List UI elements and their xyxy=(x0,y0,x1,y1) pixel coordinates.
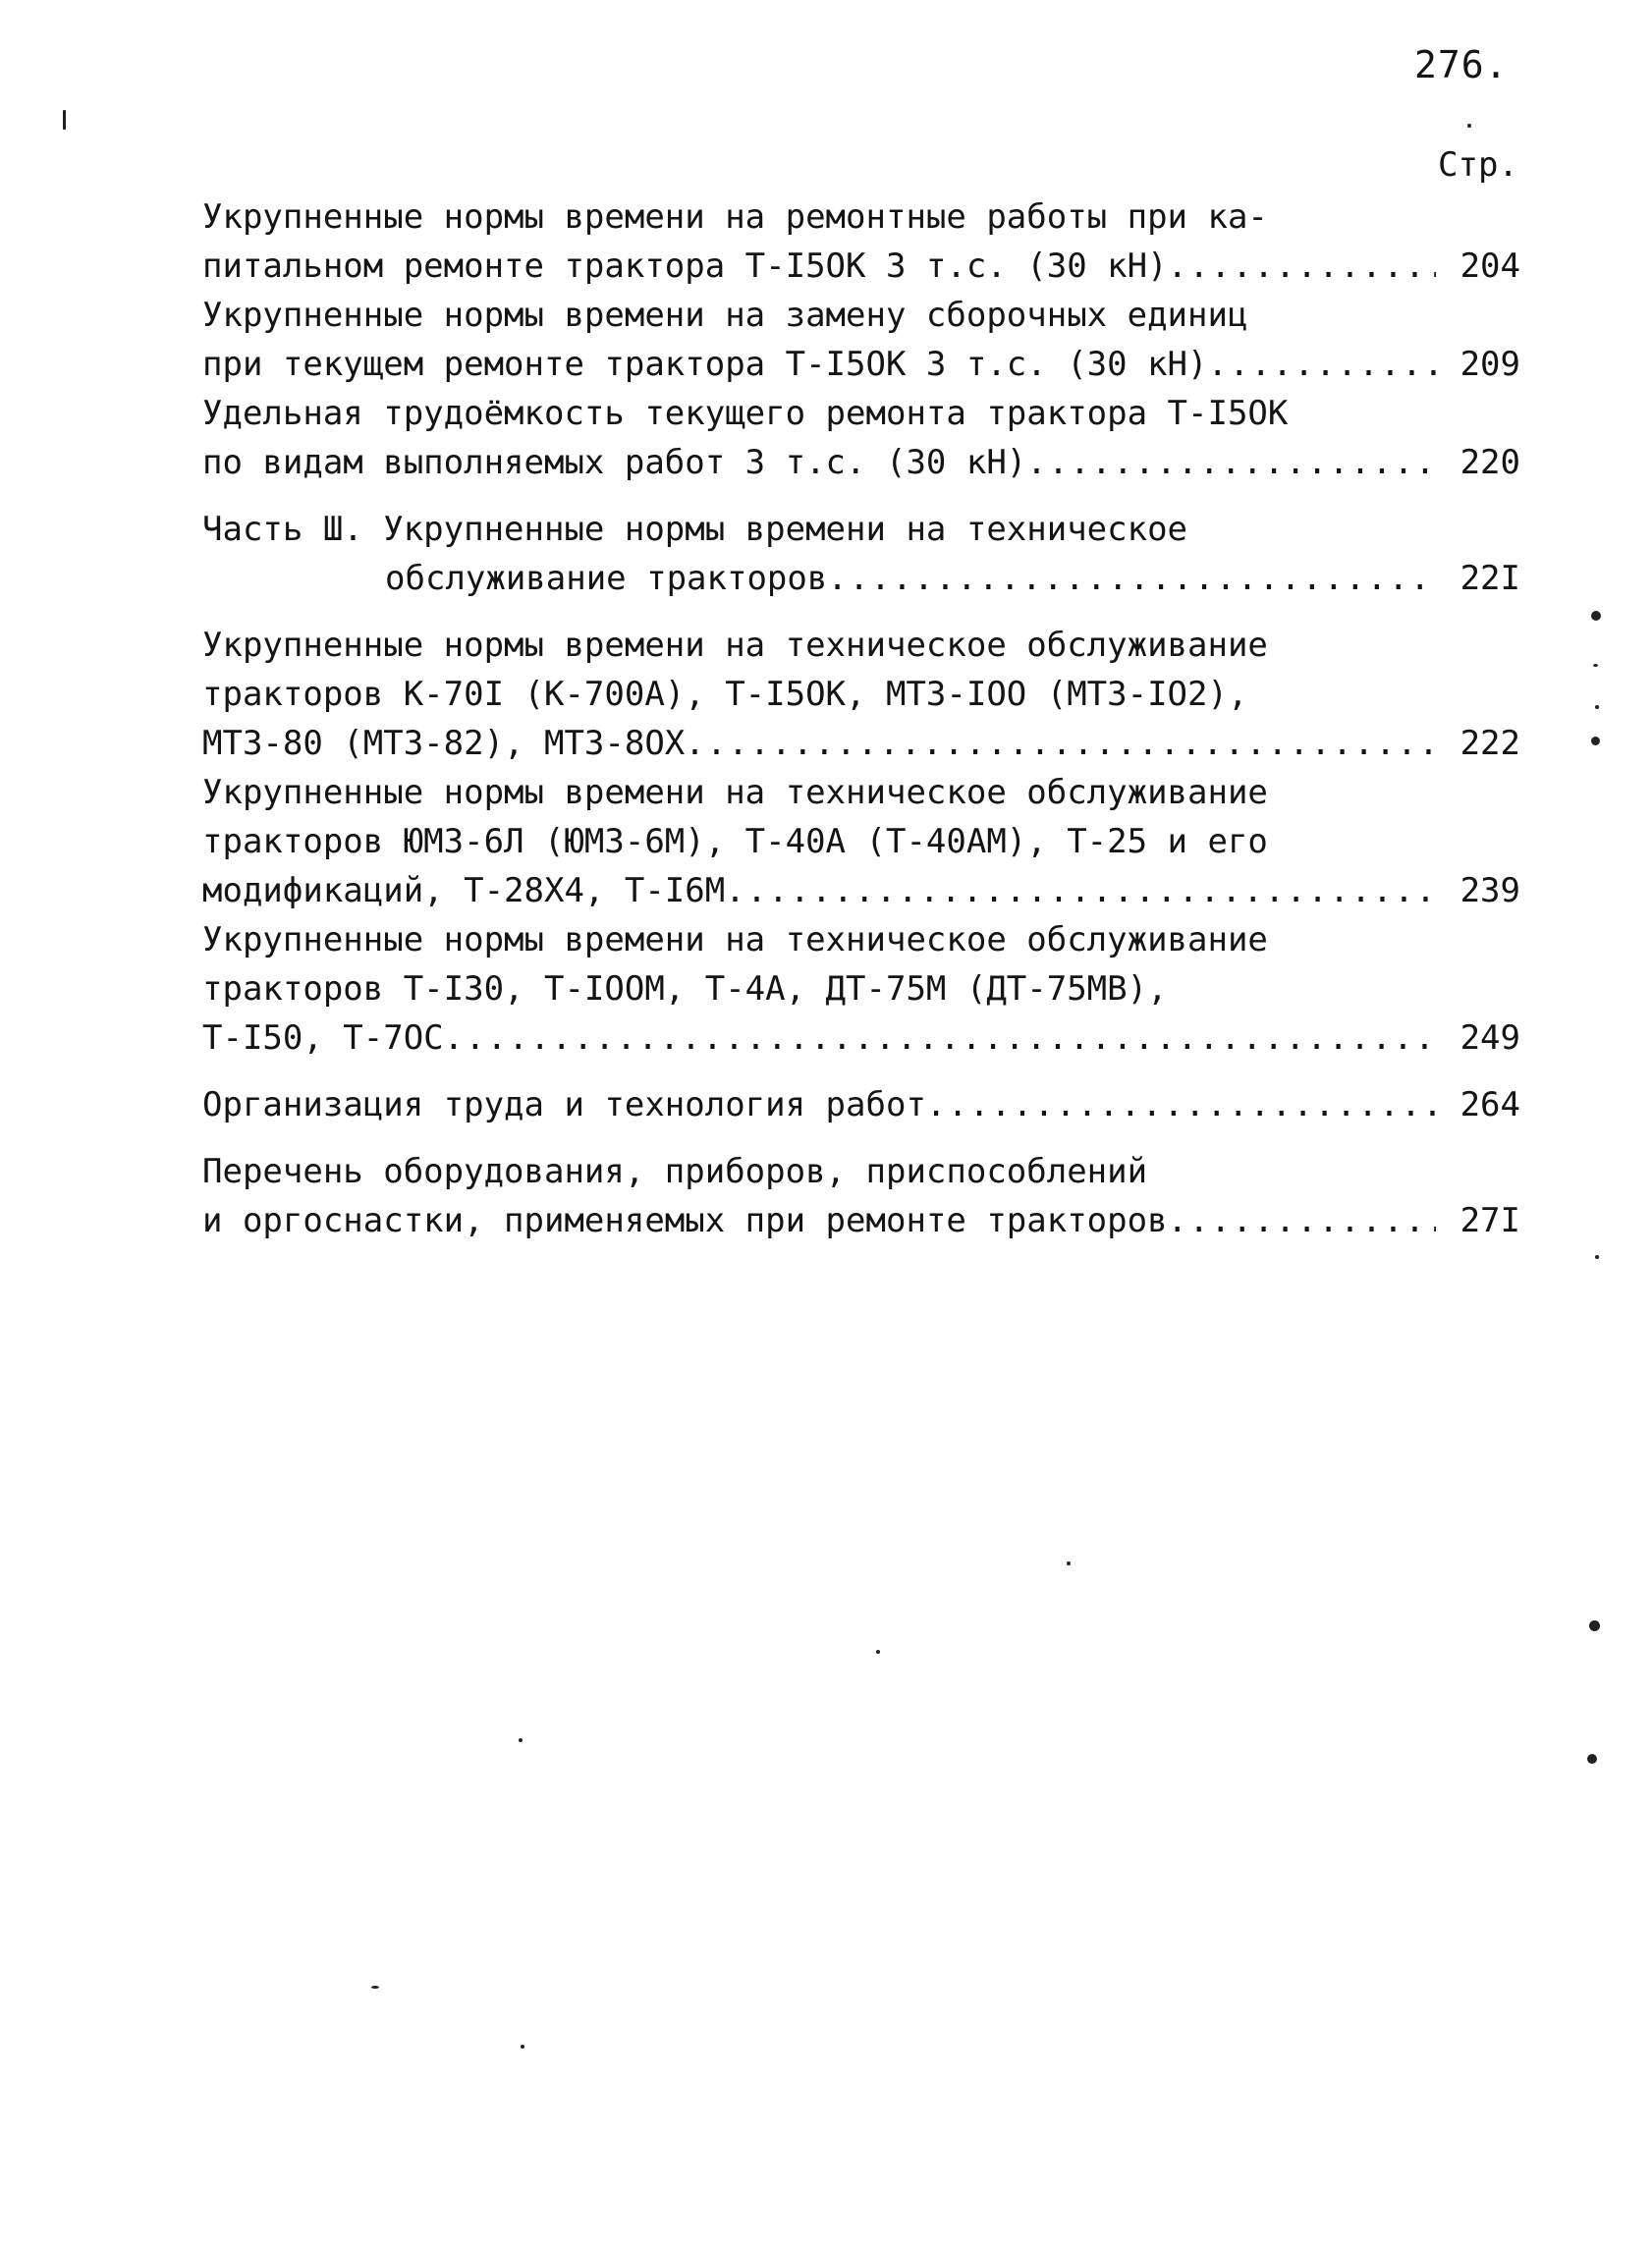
toc-entry xyxy=(202,389,1520,487)
toc-entry-last-line xyxy=(202,1013,1520,1063)
spacer xyxy=(202,1129,1520,1147)
toc-page-number: 204 xyxy=(1459,246,1520,286)
scan-speck xyxy=(521,2045,524,2049)
toc-page-number: 222 xyxy=(1459,724,1520,763)
toc-entry xyxy=(202,291,1520,389)
toc-entry-line: МТЗ-80 (МТЗ-82), МТЗ-8ОХ xyxy=(202,724,686,763)
toc-entry-last-line xyxy=(202,866,1520,915)
toc-entry-line: Часть Ш. Укрупненные нормы времени на техническое xyxy=(202,510,1188,549)
toc-entry-line: Укрупненные нормы времени на техническое обслуживание xyxy=(202,773,1268,812)
scan-speck xyxy=(1591,737,1600,745)
scan-speck xyxy=(1587,1754,1597,1764)
scan-speck xyxy=(1595,1255,1599,1259)
toc-entry xyxy=(202,192,1520,291)
toc-page-number: 249 xyxy=(1459,1018,1520,1058)
toc-entry-line: тракторов Т-І30, Т-ІООМ, Т-4А, ДТ-75М (ДТ-75МВ), xyxy=(202,969,1168,1009)
scan-speck xyxy=(519,1738,523,1742)
page-column-header: Стр. xyxy=(1438,145,1518,185)
toc-page-number: 27I xyxy=(1459,1201,1520,1240)
dot-leader xyxy=(1168,242,1436,291)
toc-entry-last-line xyxy=(202,438,1520,487)
toc-entry-line: Укрупненные нормы времени на ремонтные работы при ка- xyxy=(202,197,1268,237)
toc-page-number: 209 xyxy=(1459,345,1520,384)
toc-entry-last-line xyxy=(202,340,1520,389)
toc-entry-last-line xyxy=(202,719,1520,768)
toc-entry xyxy=(202,1080,1520,1129)
toc-entry-line: обслуживание тракторов xyxy=(385,559,828,598)
dot-leader xyxy=(1168,1196,1436,1245)
toc-entry-line: Организация труда и технология работ xyxy=(202,1085,926,1124)
toc-page-number: 220 xyxy=(1459,443,1520,482)
toc-entry-last-line xyxy=(202,242,1520,291)
toc-entry-line: Удельная трудоёмкость текущего ремонта трактора Т-І5ОК xyxy=(202,394,1289,433)
dot-leader xyxy=(685,719,1436,768)
toc-entry-line: Т-І50, Т-7ОС xyxy=(202,1018,444,1058)
toc-entry-last-line xyxy=(202,554,1520,603)
dot-leader xyxy=(926,1080,1436,1129)
dot-leader xyxy=(827,554,1436,603)
scan-speck xyxy=(1595,705,1599,709)
toc-entry-line: тракторов К-70І (К-700А), Т-І5ОК, МТЗ-ІОО (МТЗ-ІО2), xyxy=(202,675,1248,714)
scan-speck xyxy=(371,1986,379,1989)
dot-leader xyxy=(1208,340,1437,389)
scan-speck xyxy=(1467,124,1471,128)
toc-entry-line: модификаций, Т-28Х4, Т-І6М xyxy=(202,871,726,910)
dot-leader xyxy=(1026,438,1436,487)
toc-entry-line: питальном ремонте трактора Т-І5ОК 3 т.с. (30 кН) xyxy=(202,246,1168,286)
toc-entry-line: по видам выполняемых работ 3 т.с. (30 кН) xyxy=(202,443,1027,482)
scan-speck xyxy=(876,1650,880,1654)
table-of-contents xyxy=(202,192,1520,1245)
toc-entry-line: при текущем ремонте трактора Т-І5ОК 3 т.с. (30 кН) xyxy=(202,345,1208,384)
toc-entry-line: и оргоснастки, применяемых при ремонте тракторов xyxy=(202,1201,1168,1240)
scan-speck xyxy=(63,110,66,130)
toc-entry-last-line xyxy=(202,1080,1520,1129)
spacer xyxy=(202,1063,1520,1080)
toc-entry-line: Укрупненные нормы времени на замену сборочных единиц xyxy=(202,296,1248,335)
toc-entry-line: тракторов ЮМЗ-6Л (ЮМЗ-6М), Т-40А (Т-40АМ), Т-25 и его xyxy=(202,822,1268,861)
dot-leader xyxy=(725,866,1436,915)
scan-speck xyxy=(1591,611,1601,621)
toc-entry-line: Укрупненные нормы времени на техническое обслуживание xyxy=(202,626,1268,665)
spacer xyxy=(202,487,1520,505)
dot-leader xyxy=(444,1013,1436,1063)
toc-entry-line: Перечень оборудования, приборов, приспособлений xyxy=(202,1152,1148,1191)
toc-entry-last-line xyxy=(202,1196,1520,1245)
toc-entry xyxy=(202,915,1520,1063)
toc-page-number: 264 xyxy=(1459,1085,1520,1124)
toc-section-entry xyxy=(202,505,1520,603)
toc-entry-line: Укрупненные нормы времени на техническое обслуживание xyxy=(202,920,1268,959)
toc-entry xyxy=(202,768,1520,915)
scan-speck xyxy=(1589,1620,1600,1631)
toc-entry xyxy=(202,1147,1520,1245)
toc-page-number: 239 xyxy=(1459,871,1520,910)
scan-speck xyxy=(1593,664,1598,667)
toc-entry xyxy=(202,621,1520,768)
toc-page-number: 22I xyxy=(1459,559,1520,598)
page-number: 276. xyxy=(1414,43,1509,86)
scan-speck xyxy=(1067,1561,1071,1565)
spacer xyxy=(202,603,1520,621)
